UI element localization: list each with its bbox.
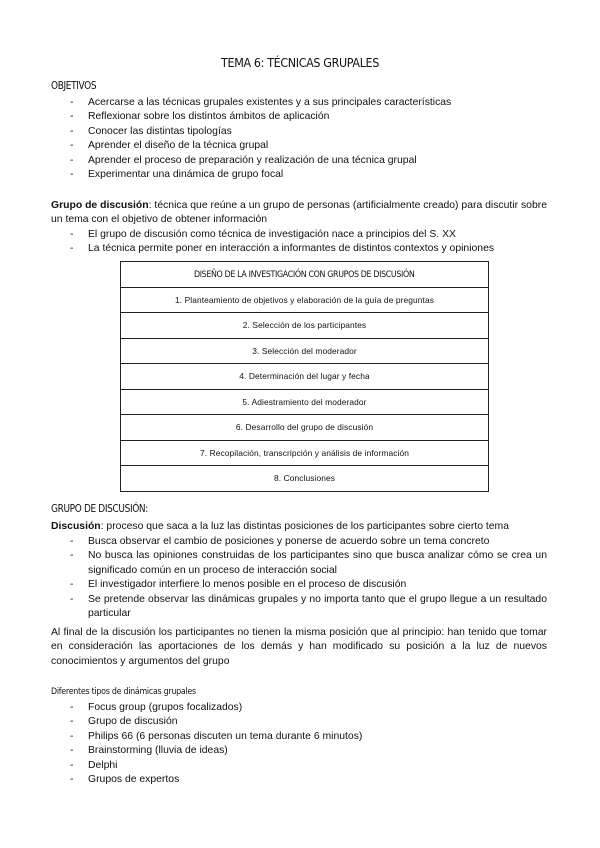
grupo-term: Grupo de discusión <box>51 200 149 211</box>
list-item: - Delphi <box>51 759 551 773</box>
table-row: 7. Recopilación, transcripción y análisis de información <box>121 440 489 466</box>
discusion-term: Discusión <box>51 521 101 532</box>
design-table <box>120 261 489 492</box>
list-item: - Grupo de discusión <box>51 715 551 729</box>
list-item: - El investigador interfiere lo menos posible en el proceso de discusión <box>51 578 547 592</box>
table-row: 1. Planteamiento de objetivos y elaboración de la guía de preguntas <box>121 287 489 313</box>
list-item: - Acercarse a las técnicas grupales existentes y a sus principales características <box>51 96 551 110</box>
grupo-section-heading: GRUPO DE DISCUSIÓN: <box>51 504 148 515</box>
table-row: 2. Selección de los participantes <box>121 313 489 339</box>
discusion-closing: Al final de la discusión los participantes no tienen la misma posición que al principio: han tenido que tomar en consideración las aportaciones de los demás y han modificado su posición a la luz de nuevos conocimientos y argumentos del grupo <box>51 627 547 667</box>
table-row: 6. Desarrollo del grupo de discusión <box>121 415 489 441</box>
list-item: - Busca observar el cambio de posiciones y ponerse de acuerdo sobre un tema concreto <box>51 535 547 549</box>
list-item: - Focus group (grupos focalizados) <box>51 701 551 715</box>
objetivos-list <box>51 96 551 182</box>
tipos-list <box>51 701 551 787</box>
table-row: 5. Adiestramiento del moderador <box>121 389 489 415</box>
list-item: - Reflexionar sobre los distintos ámbitos de aplicación <box>51 110 551 124</box>
grupo-def-list <box>51 228 551 257</box>
list-item: - Se pretende observar las dinámicas grupales y no importa tanto que el grupo llegue a un resultado particular <box>51 593 547 622</box>
discusion-definition <box>51 520 547 534</box>
list-item: - Brainstorming (lluvia de ideas) <box>51 744 551 758</box>
list-item: - Aprender el proceso de preparación y realización de una técnica grupal <box>51 154 551 168</box>
list-item: - La técnica permite poner en interacción a informantes de distintos contextos y opiniones <box>51 242 551 256</box>
page-title: TEMA 6: TÉCNICAS GRUPALES <box>221 55 379 70</box>
list-item: - Philips 66 (6 personas discuten un tema durante 6 minutos) <box>51 730 551 744</box>
grupo-definition <box>51 199 547 228</box>
discusion-definition-text: : proceso que saca a la luz las distintas posiciones de los participantes sobre cierto tema <box>100 521 509 532</box>
list-item: - No busca las opiniones construidas de los participantes sino que busca analizar cómo se crea un significado común en un proceso de interacción social <box>51 549 547 578</box>
grupo-definition-text: : técnica que reúne a un grupo de personas (artificialmente creado) para discutir sobre un tema con el objetivo de obtener información <box>51 200 547 226</box>
list-item: - Aprender el diseño de la técnica grupal <box>51 139 551 153</box>
table-row: 3. Selección del moderador <box>121 338 489 364</box>
objetivos-heading: OBJETIVOS <box>51 81 97 92</box>
list-item: - Experimentar una dinámica de grupo focal <box>51 168 551 182</box>
list-item: - Grupos de expertos <box>51 773 551 787</box>
discusion-list <box>51 535 547 621</box>
list-item: - El grupo de discusión como técnica de investigación nace a principios del S. XX <box>51 228 551 242</box>
table-row: 4. Determinación del lugar y fecha <box>121 364 489 390</box>
list-item: - Conocer las distintas tipologías <box>51 125 551 139</box>
tipos-heading: Diferentes tipos de dinámicas grupales <box>51 686 196 697</box>
table-row: 8. Conclusiones <box>121 466 489 492</box>
design-table-header: DISEÑO DE LA INVESTIGACIÓN CON GRUPOS DE DISCUSIÓN <box>121 262 489 288</box>
